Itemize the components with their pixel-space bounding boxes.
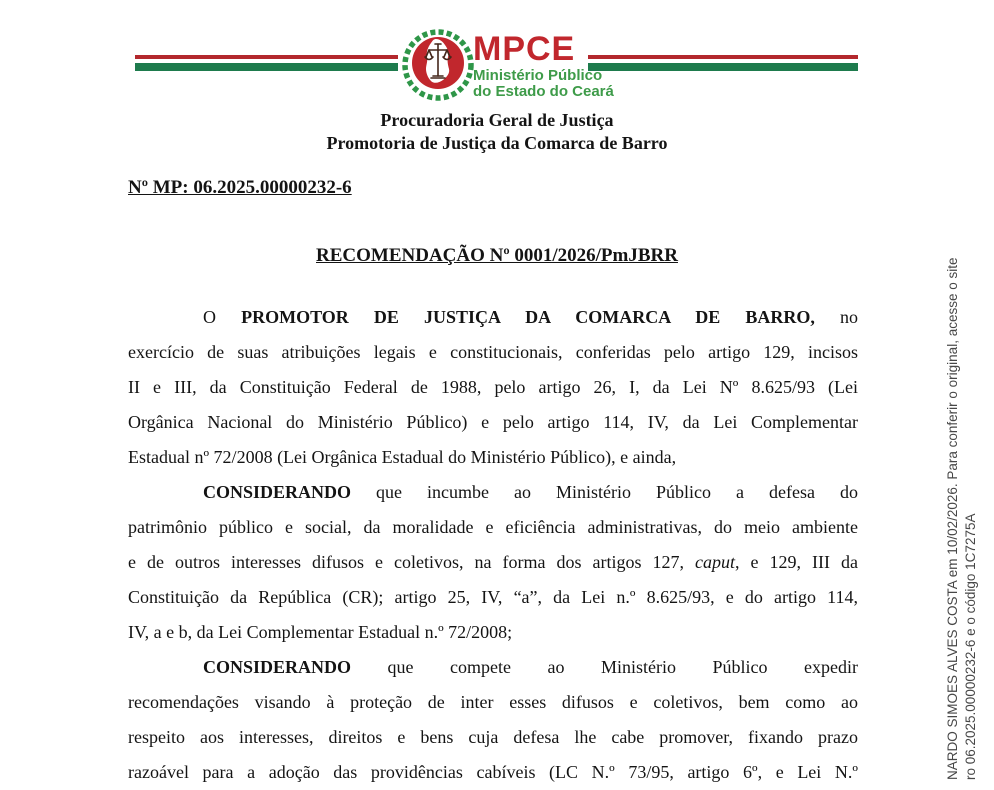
paragraph-line: II e III, da Constituição Federal de 1988, pelo artigo 26, I, da Lei Nº 8.625/93 (Lei — [128, 377, 858, 397]
stamp-line-2: ro 06.2025.00000232-6 e o código 1C7275A — [963, 513, 978, 780]
paragraph-line: e de outros interesses difusos e coletivos, na forma dos artigos 127, caput, e 129, III da — [128, 552, 858, 572]
brand-org-line1: Ministério Público — [473, 67, 603, 84]
brand-org-line2: do Estado do Ceará — [473, 83, 614, 100]
recommendation-title: RECOMENDAÇÃO Nº 0001/2026/PmJBRR — [316, 245, 678, 266]
office-title-line2: Promotoria de Justiça da Comarca de Barro — [326, 133, 668, 153]
letterhead-rule-right-green — [588, 63, 858, 71]
paragraph-line: razoável para a adoção das providências cabíveis (LC N.º 73/95, artigo 6º, e Lei N.º — [128, 762, 858, 782]
paragraph-line: patrimônio público e social, da moralidade e eficiência administrativas, do meio ambiente — [128, 517, 858, 537]
paragraph-line: O PROMOTOR DE JUSTIÇA DA COMARCA DE BARRO, no — [203, 307, 859, 327]
letterhead-rule-left-red — [135, 55, 398, 59]
letterhead-rule-right-red — [588, 55, 858, 59]
paragraph-line: recomendações visando à proteção de inter esses difusos e coletivos, bem como ao — [128, 692, 858, 712]
brand-acronym: MPCE — [473, 30, 576, 68]
paragraph-line: CONSIDERANDO que incumbe ao Ministério Público a defesa do — [203, 482, 858, 502]
paragraph-line: respeito aos interesses, direitos e bens cuja defesa lhe cabe promover, fixando prazo — [128, 727, 858, 747]
paragraph-line: IV, a e b, da Lei Complementar Estadual n.º 72/2008; — [128, 622, 513, 642]
signature-stamp-text — [944, 80, 980, 780]
document-body — [128, 300, 858, 790]
mpce-emblem-icon — [402, 26, 474, 104]
paragraph-line: Orgânica Nacional do Ministério Público) e pelo artigo 114, IV, da Lei Complementar — [128, 412, 858, 432]
stamp-line-1: NARDO SIMOES ALVES COSTA em 10/02/2026. Para conferir o original, acesse o site — [945, 257, 960, 780]
office-title-line1: Procuradoria Geral de Justiça — [380, 110, 614, 130]
brand-block — [473, 30, 614, 100]
letterhead-rule-left-green — [135, 63, 398, 71]
paragraph-line: exercício de suas atribuições legais e constitucionais, conferidas pelo artigo 129, incisos — [128, 342, 858, 362]
paragraph-line: Estadual nº 72/2008 (Lei Orgânica Estadual do Ministério Público), e ainda, — [128, 447, 677, 467]
paragraph-line: Constituição da República (CR); artigo 25, IV, “a”, da Lei n.º 8.625/93, e do artigo 114, — [128, 587, 858, 607]
paragraph-line: CONSIDERANDO que compete ao Ministério Público expedir — [203, 657, 858, 677]
mp-case-number: Nº MP: 06.2025.00000232-6 — [128, 177, 352, 198]
signature-stamp-strip — [936, 0, 994, 780]
